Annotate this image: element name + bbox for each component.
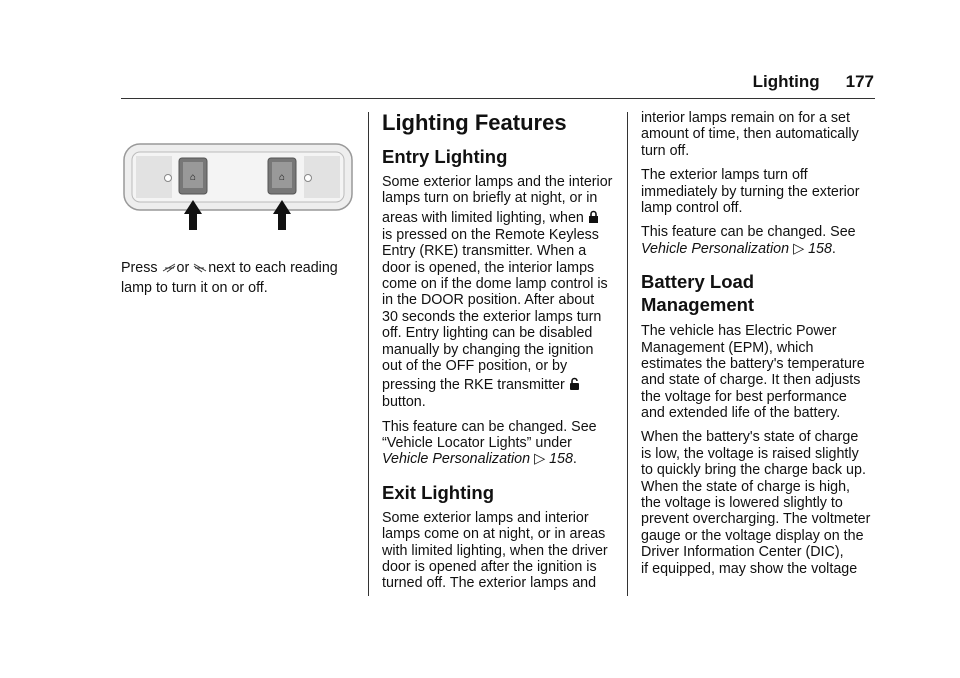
column-2 [382, 108, 622, 592]
text-line: in the DOOR position. After about [382, 292, 595, 309]
text-line: and state of charge. It then adjusts [641, 372, 861, 389]
page-header [753, 72, 874, 92]
text-line: Driver Information Center (DIC), [641, 544, 844, 561]
text-line: areas with limited lighting, when [382, 209, 584, 226]
page-ref-icon: ▷ [793, 240, 805, 257]
lock-icon [588, 208, 599, 221]
page-ref-icon: ▷ [534, 451, 546, 468]
cross-reference-link[interactable]: Vehicle Personalization [382, 451, 531, 468]
text-line: immediately by turning the exterior [641, 183, 860, 200]
subsection-heading: Battery Load [641, 271, 755, 293]
text-line: This feature can be changed. See [382, 418, 597, 435]
text-line: turn off. [641, 142, 690, 159]
text-line: Entry (RKE) transmitter. When a [382, 243, 587, 260]
text-line: with limited lighting, when the driver [382, 542, 608, 559]
reading-lamp-illustration [122, 140, 354, 232]
text-line: prevent overcharging. The voltmeter [641, 511, 871, 528]
page-number: 177 [845, 72, 874, 91]
paragraph [382, 174, 622, 411]
svg-text:⌂: ⌂ [278, 172, 286, 183]
text-line: 30 seconds the exterior lamps turn [382, 308, 602, 325]
text-line: button. [382, 394, 426, 411]
text-line: the voltage is lowered slightly to [641, 495, 843, 512]
text-line: manually by changing the ignition [382, 341, 594, 358]
section-title: Lighting [752, 72, 820, 91]
text-line: gauge or the voltage display on the [641, 527, 864, 544]
subsection-heading: Entry Lighting [382, 146, 508, 167]
text-line: turned off. The exterior lamps and [382, 575, 597, 592]
caption-text: lamp to turn it on or off. [121, 280, 268, 296]
text-line: and extended life of the battery. [641, 405, 841, 422]
unlock-icon [569, 375, 580, 388]
text-line: lamp control off. [641, 199, 743, 216]
header-rule [121, 98, 875, 99]
page-reference[interactable]: 158 [808, 240, 832, 257]
text-line: Some exterior lamps and the interior [382, 174, 613, 190]
text-line: Management (EPM), which [641, 339, 814, 356]
page-reference[interactable]: 158 [549, 451, 573, 468]
text-line: pressing the RKE transmitter [382, 377, 565, 394]
paragraph [641, 110, 881, 159]
text-line: amount of time, then automatically [641, 126, 859, 143]
caption-text: next to each reading [208, 260, 338, 276]
subsection-heading: Exit Lighting [382, 481, 495, 503]
text-line: The vehicle has Electric Power [641, 323, 837, 340]
text-line: off. Entry lighting can be disabled [382, 325, 593, 342]
section-heading: Lighting Features [382, 110, 567, 135]
subsection-heading: Management [641, 294, 755, 316]
caption-text: or [176, 260, 190, 276]
paragraph [382, 510, 622, 592]
text-line: The exterior lamps turn off [641, 167, 808, 184]
text-line: “Vehicle Locator Lights” under [382, 435, 572, 452]
text-line: to quickly bring the charge back up. [641, 462, 866, 479]
text-line: door is opened, the interior lamps [382, 259, 595, 276]
text-line: out of the OFF position, or by [382, 357, 568, 374]
text-line: if equipped, may show the voltage [641, 560, 858, 577]
paragraph [641, 323, 881, 421]
paragraph [641, 429, 881, 577]
column-divider [368, 112, 369, 596]
paragraph [641, 167, 881, 216]
text-line: lamps come on at night, or in areas [382, 526, 606, 543]
text-line: When the state of charge is high, [641, 478, 851, 495]
text-line: is low, the voltage is raised slightly [641, 445, 859, 462]
text-line: the voltage for best performance [641, 388, 847, 405]
text-line: lamps turn on briefly at night, or in [382, 190, 598, 207]
text-line: interior lamps remain on for a set [641, 110, 850, 126]
text-line: is pressed on the Remote Keyless [382, 226, 599, 243]
reading-lamp-left-icon [162, 259, 173, 272]
text-line: come on if the dome lamp control is [382, 275, 608, 292]
text-line: estimates the battery's temperature [641, 355, 865, 372]
column-3 [641, 110, 881, 577]
caption-text: Press [121, 260, 158, 276]
text-line: When the battery's state of charge [641, 429, 859, 446]
illustration-caption [121, 258, 356, 298]
paragraph: This feature can be changed. See Vehicle Personalization ▷ 158. [641, 224, 881, 257]
text-line: Some exterior lamps and interior [382, 509, 589, 526]
cross-reference-link[interactable]: Vehicle Personalization [641, 240, 790, 257]
text-line: door is opened after the ignition is [382, 559, 597, 576]
svg-text:⌂: ⌂ [189, 172, 197, 183]
reading-lamp-right-icon [193, 259, 204, 272]
paragraph: This feature can be changed. See “Vehicle Locator Lights” under Vehicle Personalization ▷ 158. [382, 419, 622, 468]
text-line: This feature can be changed. See [641, 224, 856, 241]
column-divider [627, 112, 628, 596]
